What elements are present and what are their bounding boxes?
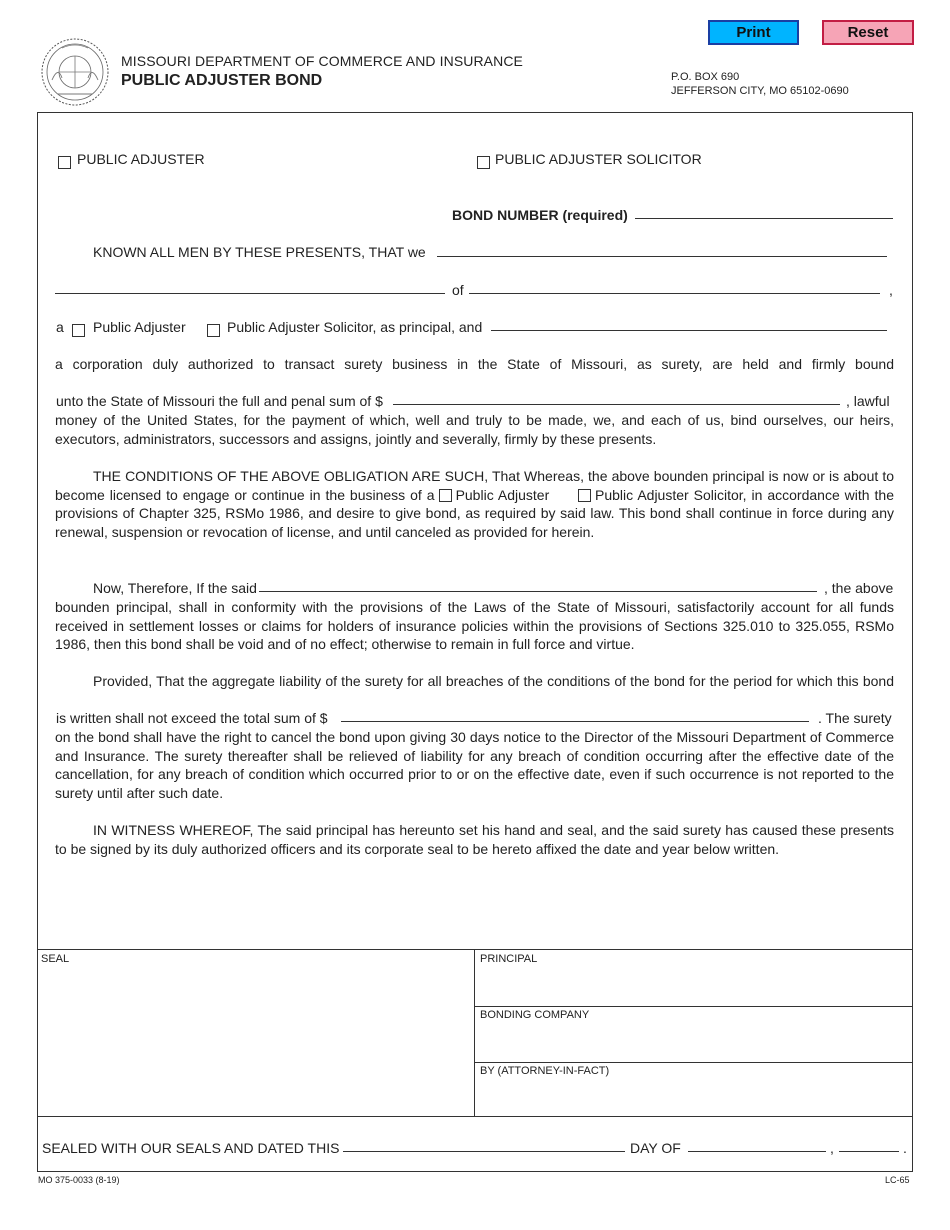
reset-button[interactable]: Reset: [822, 20, 914, 45]
seal-label: SEAL: [41, 953, 70, 965]
state-seal-icon: [40, 36, 110, 108]
sealed-period-text: .: [903, 1140, 907, 1156]
the-surety-text: . The surety: [818, 710, 892, 726]
signature-row-divider-1: [474, 1006, 913, 1007]
attorney-field[interactable]: [475, 1065, 912, 1116]
known-all-men-text: KNOWN ALL MEN BY THESE PRESENTS, THAT we: [93, 244, 426, 260]
sealed-year-field[interactable]: [839, 1151, 899, 1152]
form-code: LC-65: [885, 1175, 910, 1185]
principal-name-field-2[interactable]: [55, 293, 445, 294]
department-name: MISSOURI DEPARTMENT OF COMMERCE AND INSURANCE: [121, 53, 523, 69]
public-adjuster-checkbox[interactable]: [58, 156, 71, 169]
principal-public-adjuster-checkbox[interactable]: [72, 324, 85, 337]
now-therefore-text: Now, Therefore, If the said: [93, 580, 257, 596]
bonding-company-label: BONDING COMPANY: [480, 1009, 590, 1021]
penal-sum-text: unto the State of Missouri the full and penal sum of $: [56, 393, 383, 409]
conditions-solicitor-checkbox[interactable]: [578, 489, 591, 502]
surety-cancel-paragraph: on the bond shall have the right to cancel the bond upon giving 30 days notice to the Director of the Missouri Department of Commerce and Insurance. The surety thereafter shall be relieved of liability for any breach of condition occurring after the effective date of the cancellation, for any breach of condition which occurred prior to or on the effective date, even if such occurrence is not reported to the surety until after such date.: [55, 729, 894, 801]
sealed-day-field[interactable]: [343, 1151, 625, 1152]
conditions-text-1: THE CONDITIONS OF THE ABOVE OBLIGATION ARE SUCH, That Whereas, the above bounden principal is now or is about to become licensed to engage or continue in the business of a: [55, 468, 894, 503]
day-of-text: DAY OF: [630, 1140, 681, 1156]
public-adjuster-label: PUBLIC ADJUSTER: [77, 151, 205, 167]
total-sum-field[interactable]: [341, 721, 809, 722]
lawful-text: , lawful: [846, 393, 890, 409]
form-title: PUBLIC ADJUSTER BOND: [121, 72, 323, 89]
witness-paragraph: IN WITNESS WHEREOF, The said principal has hereunto set his hand and seal, and the said surety has caused these presents to be signed by its duly authorized officers and its corporate seal to be hereto affixed the date and year below written.: [55, 822, 894, 857]
sealed-month-field[interactable]: [688, 1151, 826, 1152]
principal-solicitor-label: Public Adjuster Solicitor, as principal, and: [227, 319, 483, 335]
principal-public-adjuster-label: Public Adjuster: [93, 319, 186, 335]
conditions-paragraph: [55, 467, 894, 541]
principal-name-field[interactable]: [437, 256, 887, 257]
sealed-comma-text: ,: [830, 1140, 834, 1156]
provided-text: Provided, That the aggregate liability of the surety for all breaches of the conditions of the bond for the period for which this bond: [93, 673, 894, 689]
corporation-text: a corporation duly authorized to transact surety business in the State of Missouri, as surety, are held and firmly bound: [55, 356, 894, 372]
public-adjuster-solicitor-label: PUBLIC ADJUSTER SOLICITOR: [495, 151, 702, 167]
signature-row-divider-2: [474, 1062, 913, 1063]
address-line-1: P.O. BOX 690: [671, 71, 740, 83]
attorney-label: BY (ATTORNEY-IN-FACT): [480, 1065, 610, 1077]
principal-said-field[interactable]: [259, 591, 817, 592]
now-therefore-paragraph: bounden principal, shall in conformity with the provisions of the Laws of the State of Missouri, satisfactorily account for all funds received in settlement losses or claims for holders of insurance policies within the provisions of Sections 325.010 to 325.055, RSMo 1986, then this bond shall be void and of no effect; otherwise to remain in full force and virtue.: [55, 599, 894, 653]
total-sum-text: is written shall not exceed the total sum of $: [56, 710, 328, 726]
address-line-2: JEFFERSON CITY, MO 65102-0690: [671, 85, 849, 97]
public-adjuster-solicitor-checkbox[interactable]: [477, 156, 490, 169]
principal-solicitor-checkbox[interactable]: [207, 324, 220, 337]
penal-sum-field[interactable]: [393, 404, 840, 405]
conditions-public-adjuster-label: Public Adjuster: [455, 486, 550, 503]
surety-name-field[interactable]: [491, 330, 887, 331]
bond-number-label: BOND NUMBER (required): [452, 207, 628, 223]
bond-number-field[interactable]: [635, 218, 893, 219]
signature-table: [37, 949, 913, 1117]
form-number: MO 375-0033 (8-19): [38, 1175, 120, 1185]
article-a-text: a: [56, 319, 64, 335]
comma-text: ,: [889, 282, 893, 298]
principal-address-field[interactable]: [469, 293, 880, 294]
conditions-public-adjuster-checkbox[interactable]: [439, 489, 452, 502]
principal-signature-field[interactable]: [475, 953, 912, 1005]
principal-label: PRINCIPAL: [480, 953, 538, 965]
sealed-text: SEALED WITH OUR SEALS AND DATED THIS: [42, 1140, 340, 1156]
lawful-money-paragraph: money of the United States, for the payment of which, well and truly to be made, we, and each of us, bind ourselves, our heirs, executors, administrators, successors and assigns, jointly and severally, firmly by these presents.: [55, 412, 894, 447]
the-above-text: , the above: [824, 580, 894, 596]
bonding-company-field[interactable]: [475, 1009, 912, 1061]
conditions-text-2: Public Adjuster Solicitor, in accordance with the provisions of Chapter 325, RSMo 1986, and desire to give bond, as required by said law. This bond shall continue in force during any renewal, suspension or revocation of license, and until canceled as provided for herein.: [55, 486, 894, 540]
of-text: of: [452, 282, 464, 298]
print-button[interactable]: Print: [708, 20, 799, 45]
